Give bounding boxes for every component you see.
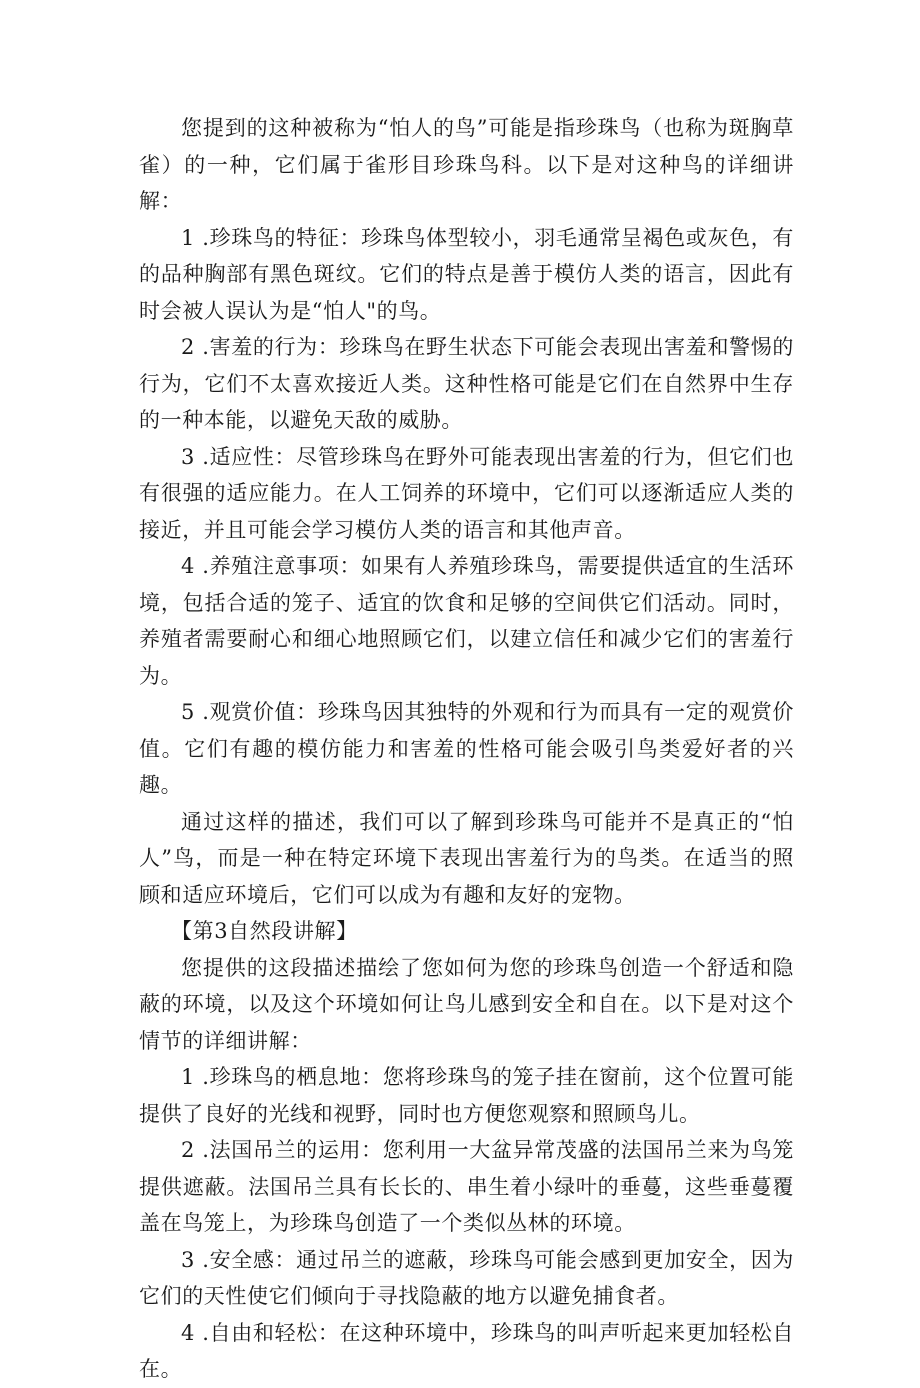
- paragraph-item-5: 5 .观赏价值：珍珠鸟因其独特的外观和行为而具有一定的观赏价值。它们有趣的模仿能力和害羞的性格可能会吸引鸟类爱好者的兴趣。: [139, 700, 794, 797]
- paragraph-item-3: 3 .适应性：尽管珍珠鸟在野外可能表现出害羞的行为，但它们也有很强的适应能力。在人工饲养的环境中，它们可以逐渐适应人类的接近，并且可能会学习模仿人类的语言和其他声音。: [139, 444, 794, 542]
- document-page: [139, 110, 794, 1388]
- section-paragraph-item-2: 2 .法国吊兰的运用：您利用一大盆异常茂盛的法国吊兰来为鸟笼提供遮蔽。法国吊兰具有长长的、串生着小绿叶的垂蔓，这些垂蔓覆盖在鸟笼上，为珍珠鸟创造了一个类似丛林的环境。: [139, 1138, 794, 1235]
- section-paragraph-item-3: 3 .安全感：通过吊兰的遮蔽，珍珠鸟可能会感到更加安全，因为它们的天性使它们倾向于寻找隐蔽的地方以避免捕食者。: [139, 1247, 794, 1308]
- paragraph-summary: 通过这样的描述，我们可以了解到珍珠鸟可能并不是真正的“怕人”鸟，而是一种在特定环境下表现出害羞行为的鸟类。在适当的照顾和适应环境后，它们可以成为有趣和友好的宠物。: [139, 809, 794, 907]
- section-paragraph-intro: 您提供的这段描述描绘了您如何为您的珍珠鸟创造一个舒适和隐蔽的环境，以及这个环境如何让鸟儿感到安全和自在。以下是对这个情节的详细讲解：: [139, 955, 794, 1053]
- section-paragraph-item-1: 1 .珍珠鸟的栖息地：您将珍珠鸟的笼子挂在窗前，这个位置可能提供了良好的光线和视野，同时也方便您观察和照顾鸟儿。: [139, 1065, 794, 1126]
- paragraph-item-2: 2 .害羞的行为：珍珠鸟在野生状态下可能会表现出害羞和警惕的行为，它们不太喜欢接近人类。这种性格可能是它们在自然界中生存的一种本能，以避免天敌的威胁。: [139, 335, 794, 432]
- section-heading: 【第3自然段讲解】: [171, 919, 358, 943]
- section-paragraph-item-4: 4 .自由和轻松：在这种环境中，珍珠鸟的叫声听起来更加轻松自在。: [139, 1320, 794, 1381]
- paragraph-item-1: 1 .珍珠鸟的特征：珍珠鸟体型较小，羽毛通常呈褐色或灰色，有的品种胸部有黑色斑纹。它们的特点是善于模仿人类的语言，因此有时会被人误认为是“怕人"的鸟。: [139, 225, 794, 323]
- paragraph-intro: 您提到的这种被称为“怕人的鸟”可能是指珍珠鸟（也称为斑胸草雀）的一种，它们属于雀形目珍珠鸟科。以下是对这种鸟的详细讲解：: [139, 116, 794, 213]
- paragraph-item-4: 4 .养殖注意事项：如果有人养殖珍珠鸟，需要提供适宜的生活环境，包括合适的笼子、适宜的饮食和足够的空间供它们活动。同时，养殖者需要耐心和细心地照顾它们，以建立信任和减少它们的害羞行为。: [139, 554, 794, 688]
